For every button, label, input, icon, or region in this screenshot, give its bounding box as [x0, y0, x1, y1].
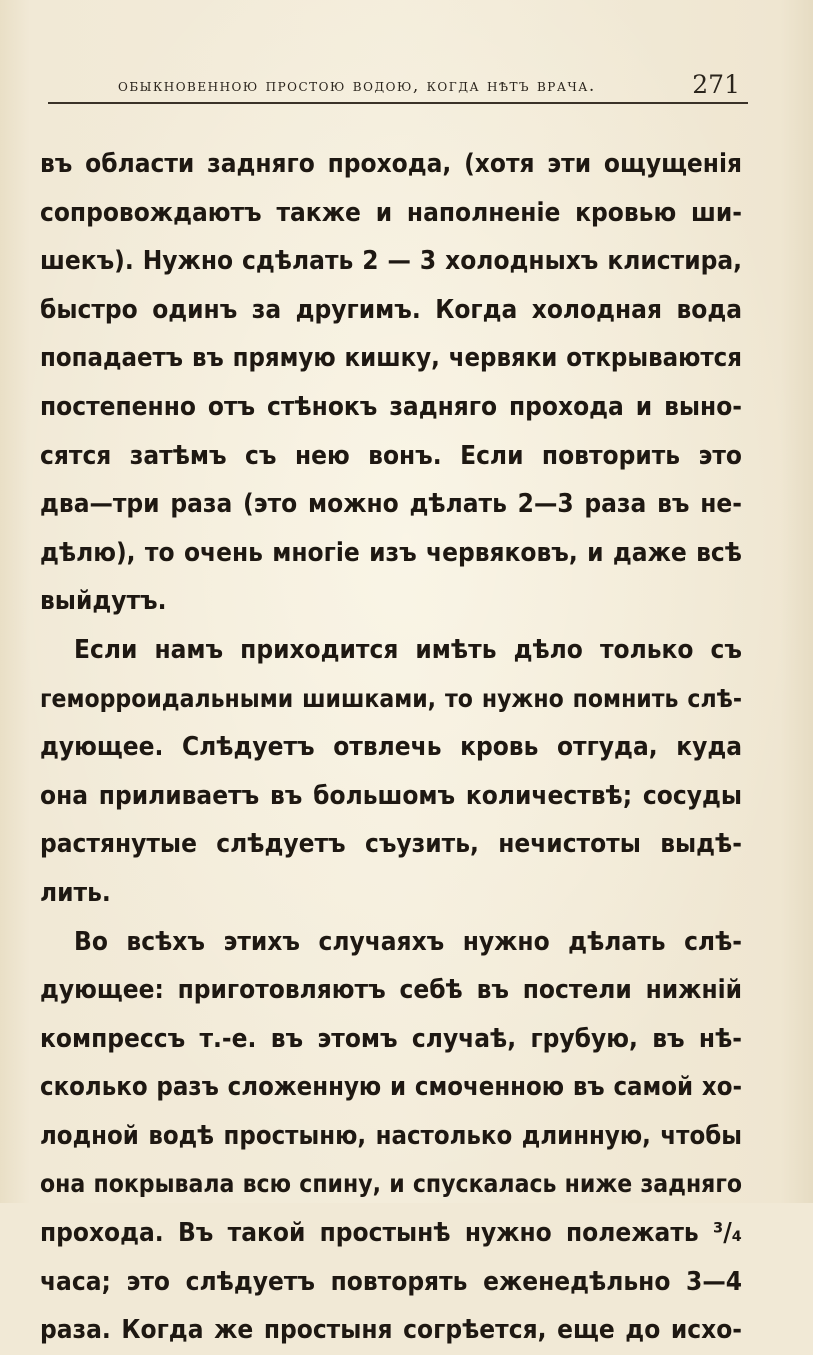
text-line: она покрывала всю спину, и спускалась ниже задняго — [40, 1169, 742, 1199]
text-line: въ области задняго прохода, (хотя эти ощущенія — [40, 149, 742, 179]
body-text — [40, 140, 742, 1355]
text-line: шекъ). Нужно сдѣлать 2 — 3 холодныхъ клистира, — [40, 246, 742, 277]
text-line: сятся затѣмъ съ нею вонъ. Если повторить это — [40, 440, 742, 471]
text-line: геморроидальными шишками, то нужно помнить слѣ- — [40, 683, 742, 713]
text-line: дующее: приготовляютъ себѣ въ постели нижній — [40, 975, 742, 1006]
page-number: 271 — [692, 70, 740, 99]
text-line: лить. — [40, 877, 111, 908]
text-line: постепенно отъ стѣнокъ задняго прохода и выно- — [40, 391, 742, 422]
text-line: дѣлю), то очень многіе изъ червяковъ, и даже всѣ — [40, 537, 742, 568]
text-line: Если намъ приходится имѣть дѣло только съ — [74, 634, 742, 665]
text-line: Во всѣхъ этихъ случаяхъ нужно дѣлать слѣ- — [74, 926, 742, 957]
text-line: раза. Когда же простыня согрѣется, еще до исхо- — [40, 1315, 742, 1346]
text-line: сопровождаютъ также и наполненіе кровью ши- — [40, 197, 742, 228]
running-head: обыкновенною простою водою, когда нѣтъ врача. — [118, 76, 596, 96]
text-line: растянутые слѣдуетъ съузить, нечистоты выдѣ- — [40, 829, 742, 860]
text-line: сколько разъ сложенную и смоченною въ самой хо- — [40, 1072, 742, 1103]
text-line: часа; это слѣдуетъ повторять еженедѣльно 3—4 — [40, 1266, 742, 1297]
text-line: быстро одинъ за другимъ. Когда холодная вода — [40, 294, 742, 325]
text-line: попадаетъ въ прямую кишку, червяки открываются — [40, 343, 742, 374]
text-line: лодной водѣ простыню, настолько длинную, чтобы — [40, 1120, 742, 1151]
header-rule — [48, 102, 748, 104]
text-line: прохода. Въ такой простынѣ нужно полежать ³/₄ — [40, 1218, 742, 1249]
text-line: дующее. Слѣдуетъ отвлечь кровь отгуда, куда — [40, 732, 742, 763]
text-line: два—три раза (это можно дѣлать 2—3 раза въ не- — [40, 489, 742, 520]
text-line: она приливаетъ въ большомъ количествѣ; сосуды — [40, 780, 742, 811]
text-line: выйдутъ. — [40, 586, 167, 617]
text-line: компрессъ т.-е. въ этомъ случаѣ, грубую, въ нѣ- — [40, 1023, 742, 1054]
page-header — [48, 66, 748, 106]
